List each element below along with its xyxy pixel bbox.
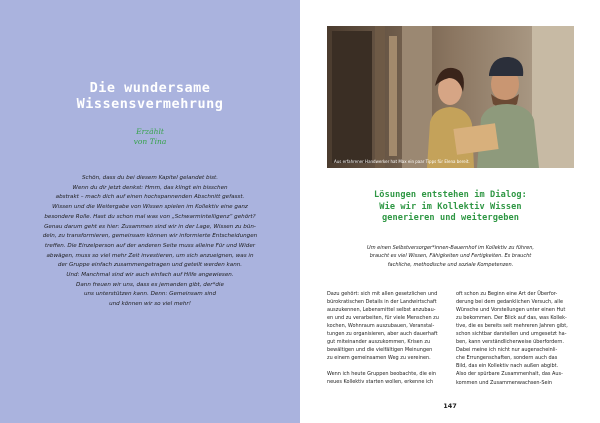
intro-line: deln, zu transformieren, gemeinsam können wir informierte Entscheidungen	[42, 233, 258, 240]
intro-line: Schön, dass du bei diesem Kapitel gelandet bist.	[81, 175, 219, 181]
body-line: derung bei dem gedanklichen Versuch, alle	[456, 299, 564, 306]
body-line: en und zu verarbeiten, für viele Menschen zu	[327, 315, 439, 322]
page-number: 147	[443, 402, 457, 410]
body-line: zu einem gemeinsamen Weg zu vereinen.	[327, 355, 431, 362]
section-intro-line: braucht es viel Wissen, Fähigkeiten und Fertigkeiten. Es braucht	[369, 253, 532, 260]
body-line: che Errungenschaften, sondern auch das	[456, 355, 558, 362]
intro-line: Wissen und die Weitergabe von Wissen spielen im Kollektiv eine ganz	[52, 204, 248, 211]
body-line: ben, kann verständlicherweise überfordern.	[456, 339, 564, 346]
body-line: gut miteinander auszukommen, Krisen zu	[327, 339, 431, 346]
body-line: neues Kollektiv starten wollen, erkenne ich	[327, 379, 434, 386]
chapter-title-line: Wissensvermehrung	[76, 96, 224, 112]
body-line: tive, die es bereits seit mehreren Jahren gibt,	[456, 323, 568, 330]
intro-line: abwägen, muss so viel mehr Zeit investieren, um sich anzueignen, was in	[46, 252, 254, 259]
section-title	[327, 190, 574, 225]
body-line: Dazu gehört: sich mit allen gesetzlichen und	[327, 291, 438, 297]
intro-line: abstrakt – mach dich auf einen hochspannenden Abschnitt gefasst.	[55, 194, 245, 201]
body-line: auszukennen, Lebensmittel selbst anzubau-	[327, 307, 436, 314]
body-line: oft schon zu Beginn eine Art der Überfor-	[456, 291, 558, 297]
body-line: Bild, das ein Kollektiv nach außen abgibt.	[456, 363, 559, 370]
body-line: tungen zu organisieren, aber auch dauerhaft	[327, 331, 438, 338]
body-line: Dabei meine ich nicht nur augenscheinli-	[456, 347, 558, 354]
paragraph-gap	[327, 362, 448, 370]
signature-line: Erzählt	[136, 127, 164, 136]
section-title-line: Wie wir im Kollektiv Wissen	[379, 201, 522, 212]
body-line: Also der spürbare Zusammenhalt, das Aus-	[456, 371, 563, 378]
body-line: bewältigen und die vielfältigen Meinungen	[327, 347, 433, 354]
section-intro-line: fachliche, methodische und soziale Kompetenzen.	[387, 261, 514, 268]
intro-line: Und: Manchmal sind wir auch einfach auf Hilfe angewiesen.	[66, 272, 234, 279]
signature-line: von Tina	[133, 137, 167, 146]
text-column-left	[327, 290, 448, 387]
intro-line: der Gruppe einfach zusammengetragen und geteilt werden kann.	[57, 262, 243, 269]
intro-line: Wenn du dir jetzt denkst: Hmm, das klingt ein bisschen	[72, 184, 228, 191]
body-line: zu bekommen. Der Blick auf das, was Kollek-	[456, 315, 567, 322]
section-title-line: Lösungen entstehen im Dialog:	[374, 190, 527, 200]
intro-line: besondere Rolle. Hast du schon mal was von „Schwarmintelligenz“ gehört?	[44, 213, 256, 220]
text-column-right	[456, 290, 577, 387]
chapter-title	[0, 80, 300, 112]
section-title-line: generieren und weitergeben	[381, 213, 520, 223]
body-line: Wenn ich heute Gruppen beobachte, die ein	[327, 371, 437, 378]
intro-line: treffen. Die Einzelperson auf der anderen Seite muss alleine Für und Wider	[44, 242, 256, 249]
workshop-photo	[327, 26, 574, 168]
body-line: kochen, Wohnraum auszubauen, Veranstal-	[327, 323, 435, 330]
body-line: bürokratischen Details in der Landwirtschaft	[327, 299, 437, 306]
intro-line: Dann freuen wir uns, dass es jemanden gibt, der*die	[76, 281, 224, 288]
body-line: schon sichtbar darstellen und umgesetzt ha-	[456, 331, 567, 338]
intro-text	[34, 174, 266, 310]
chapter-title-line: Die wundersame	[89, 80, 211, 96]
workshop-photo-illustration	[327, 26, 574, 168]
photo-caption: Aus erfahrener Handwerker hat Max ein paar Tipps für Elena bereit.	[334, 159, 470, 164]
author-signature	[0, 127, 300, 147]
section-intro	[327, 244, 574, 269]
intro-line: Genau darum geht es hier: Zusammen sind wir in der Lage, Wissen zu bün-	[44, 223, 256, 230]
intro-line: uns unterstützen kann. Denn: Gemeinsam sind	[83, 291, 217, 298]
body-line: kommen und Zusammenwachsen-Sein	[456, 379, 553, 386]
body-line: Wünsche und Vorstellungen unter einen Hut	[456, 307, 566, 314]
section-intro-line: Um einen Selbstversorger*innen-Bauernhof im Kollektiv zu führen,	[367, 245, 534, 251]
intro-line: und können wir so viel mehr!	[109, 301, 191, 308]
